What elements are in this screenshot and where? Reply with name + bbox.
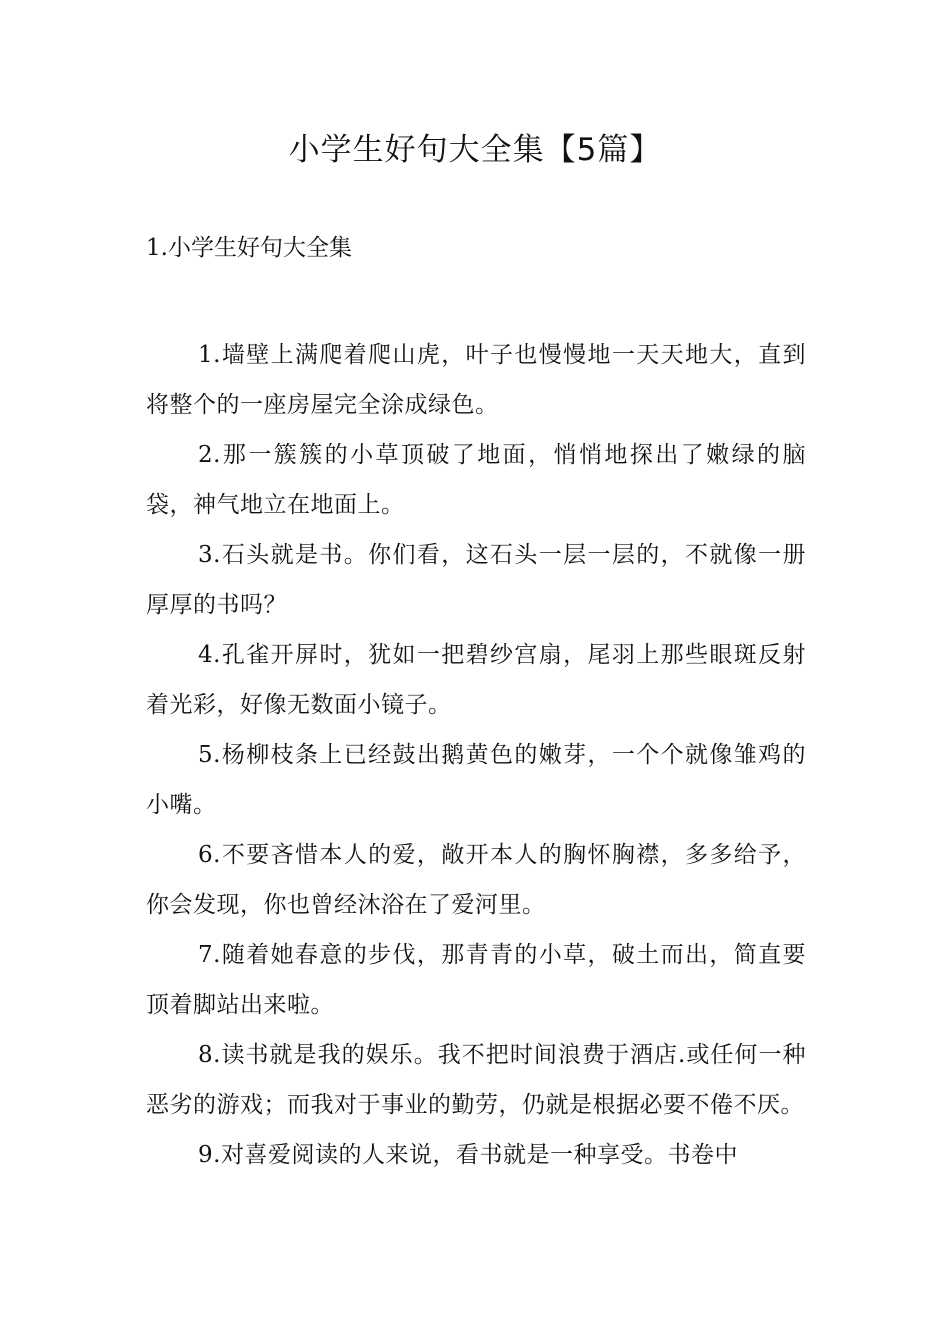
paragraph: 5.杨柳枝条上已经鼓出鹅黄色的嫩芽，一个个就像雏鸡的小嘴。 xyxy=(146,742,806,818)
paragraph: 4.孔雀开屏时，犹如一把碧纱宫扇，尾羽上那些眼斑反射着光彩，好像无数面小镜子。 xyxy=(146,642,806,718)
paragraph: 9.对喜爱阅读的人来说，看书就是一种享受。书卷中 xyxy=(198,1142,738,1168)
body-text xyxy=(146,330,806,1180)
paragraph: 8.读书就是我的娱乐。我不把时间浪费于酒店.或任何一种恶劣的游戏；而我对于事业的勤劳，仍就是根据必要不倦不厌。 xyxy=(146,1042,806,1118)
document-title: 小学生好句大全集【5篇】 xyxy=(288,132,662,168)
paragraph: 1.墙壁上满爬着爬山虎，叶子也慢慢地一天天地大，直到将整个的一座房屋完全涂成绿色。 xyxy=(146,342,806,418)
section-heading: 1.小学生好句大全集 xyxy=(146,235,352,261)
paragraph: 7.随着她春意的步伐，那青青的小草，破土而出，简直要顶着脚站出来啦。 xyxy=(146,942,806,1018)
paragraph: 3.石头就是书。你们看，这石头一层一层的，不就像一册厚厚的书吗？ xyxy=(146,542,806,618)
paragraph: 2.那一簇簇的小草顶破了地面，悄悄地探出了嫩绿的脑袋，神气地立在地面上。 xyxy=(146,442,806,518)
paragraph: 6.不要吝惜本人的爱，敞开本人的胸怀胸襟，多多给予，你会发现，你也曾经沐浴在了爱河里。 xyxy=(146,842,806,918)
